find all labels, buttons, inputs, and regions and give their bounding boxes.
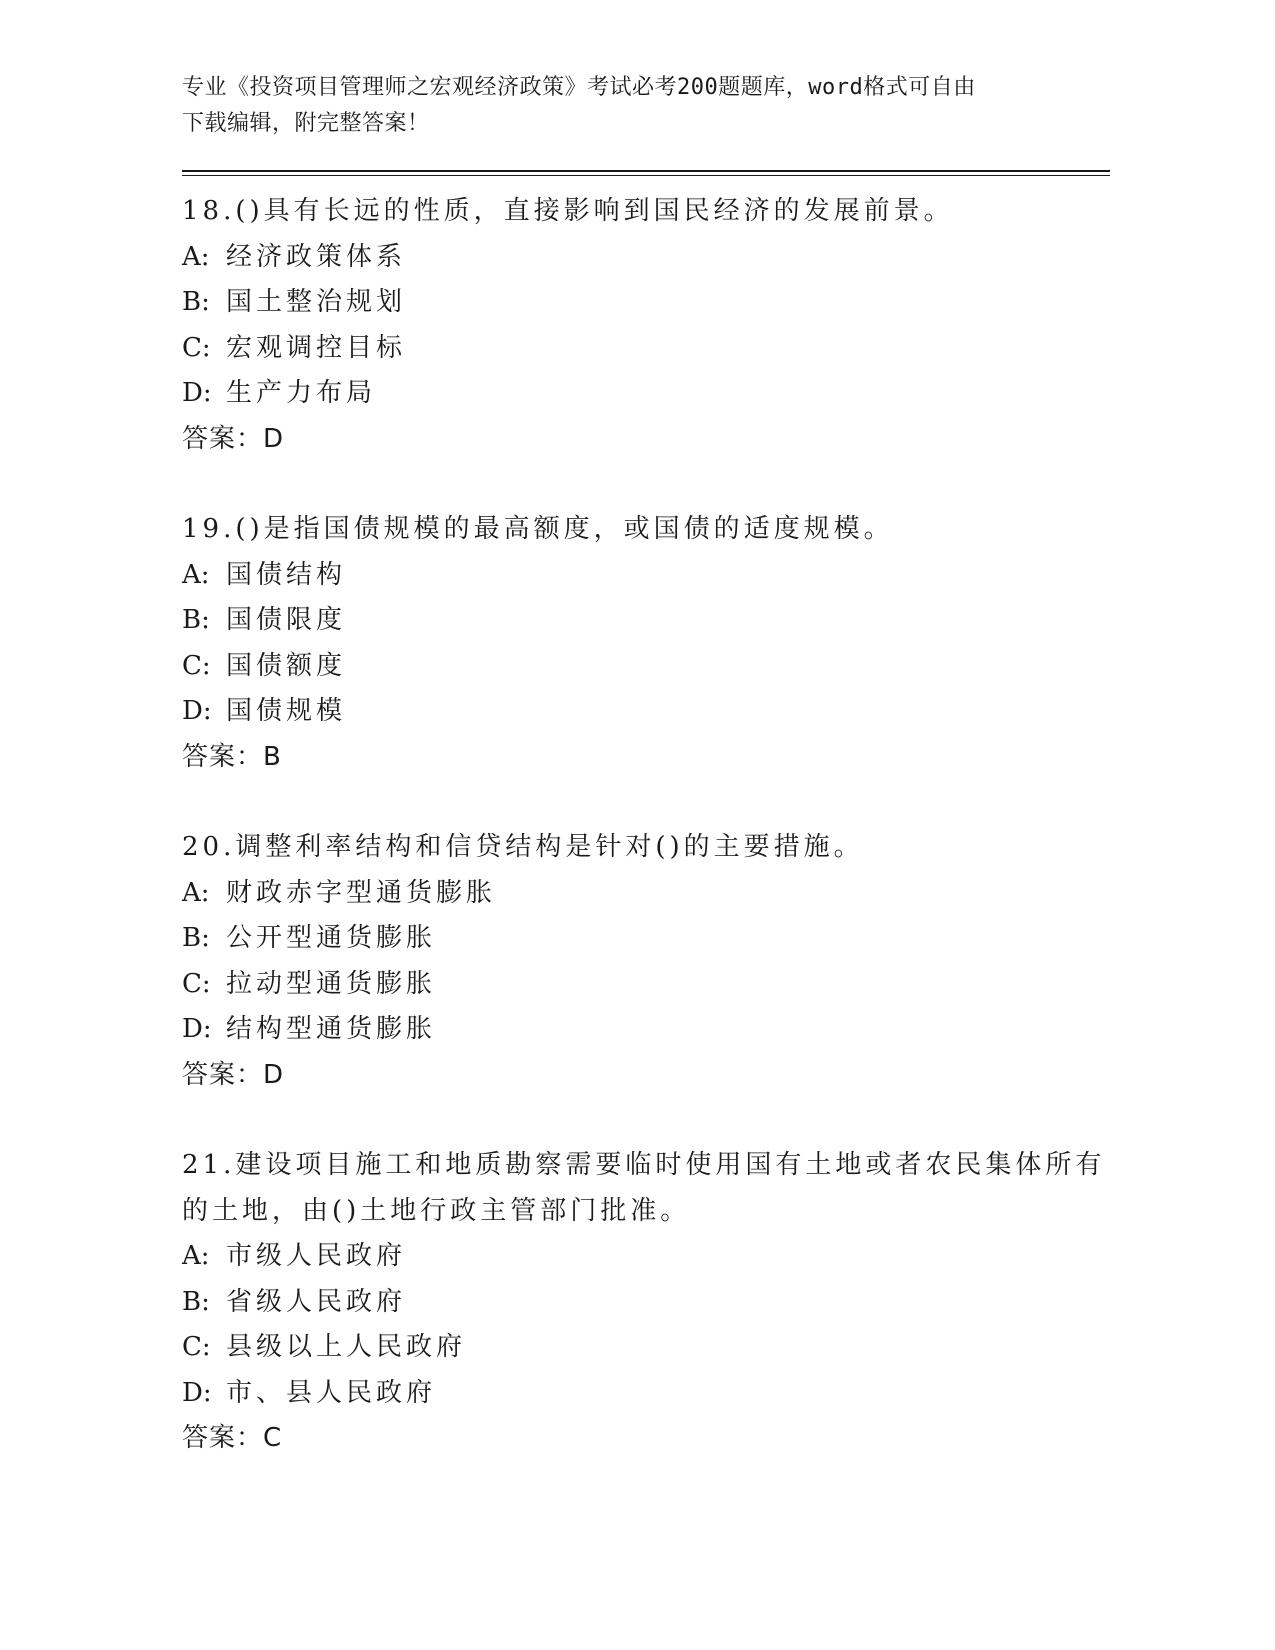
option-c [182, 962, 1062, 1008]
option-label: A: [182, 559, 210, 590]
option-text: 县级以上人民政府 [226, 1332, 467, 1362]
header-line-2: 下载编辑，附完整答案！ [182, 111, 430, 136]
question-block-20 [182, 825, 1062, 1098]
answer-line: 答案：C [182, 1423, 283, 1453]
document-header [182, 70, 1062, 142]
option-label: B: [182, 923, 210, 953]
option-label: C: [182, 968, 211, 999]
question-block-18 [182, 189, 1062, 462]
option-b [182, 280, 1062, 326]
option-b [182, 916, 1062, 962]
option-label: A: [182, 877, 210, 908]
option-label: C: [182, 1332, 211, 1362]
option-label: D: [182, 1014, 212, 1044]
option-text: 宏观调控目标 [226, 332, 407, 363]
option-label: C: [182, 650, 211, 681]
option-label: D: [182, 696, 212, 726]
option-text: 省级人民政府 [226, 1286, 407, 1317]
option-label: B: [182, 287, 210, 317]
option-a [182, 1234, 1062, 1280]
option-text: 财政赤字型通货膨胀 [226, 877, 497, 908]
option-text: 国债限度 [226, 605, 347, 635]
option-a [182, 235, 1062, 281]
option-label: A: [182, 241, 210, 272]
option-text: 国债规模 [226, 696, 347, 726]
question-block-19 [182, 507, 1062, 780]
option-label: C: [182, 332, 211, 363]
option-d [182, 1371, 1062, 1417]
header-divider-thick [182, 170, 1110, 172]
question-stem-line-1: 21.建设项目施工和地质勘察需要临时使用国有土地或者农民集体所有 [182, 1150, 1106, 1180]
option-label: D: [182, 1377, 212, 1408]
option-a [182, 553, 1062, 599]
option-b [182, 1280, 1062, 1326]
answer-line: 答案：D [182, 423, 285, 454]
option-text: 国土整治规划 [226, 287, 407, 317]
option-text: 生产力布局 [226, 378, 377, 408]
option-text: 国债额度 [226, 650, 347, 681]
option-d [182, 1007, 1062, 1053]
option-c [182, 326, 1062, 372]
option-text: 经济政策体系 [226, 241, 407, 272]
option-text: 市级人民政府 [226, 1241, 407, 1271]
option-text: 国债结构 [226, 559, 347, 590]
option-d [182, 371, 1062, 417]
option-d [182, 689, 1062, 735]
question-block-21 [182, 1143, 1106, 1462]
question-stem: 18.()具有长远的性质，直接影响到国民经济的发展前景。 [182, 196, 954, 226]
option-text: 公开型通货膨胀 [226, 923, 437, 953]
option-label: A: [182, 1241, 210, 1271]
question-stem: 19.()是指国债规模的最高额度，或国债的适度规模。 [182, 514, 894, 544]
option-label: B: [182, 1286, 210, 1317]
question-stem-line-2: 的土地，由()土地行政主管部门批准。 [182, 1195, 691, 1226]
option-label: D: [182, 378, 212, 408]
option-label: B: [182, 605, 210, 635]
option-text: 拉动型通货膨胀 [226, 968, 437, 999]
option-c [182, 644, 1062, 690]
option-text: 结构型通货膨胀 [226, 1014, 437, 1044]
header-divider-thin [182, 175, 1110, 176]
answer-line: 答案：D [182, 1059, 285, 1090]
header-line-1: 专业《投资项目管理师之宏观经济政策》考试必考200题题库，word格式可自由 [182, 75, 976, 100]
option-a [182, 871, 1062, 917]
option-text: 市、县人民政府 [226, 1377, 437, 1408]
question-stem: 20.调整利率结构和信贷结构是针对()的主要措施。 [182, 832, 864, 862]
option-b [182, 598, 1062, 644]
option-c [182, 1325, 1062, 1371]
answer-line: 答案：B [182, 741, 282, 772]
